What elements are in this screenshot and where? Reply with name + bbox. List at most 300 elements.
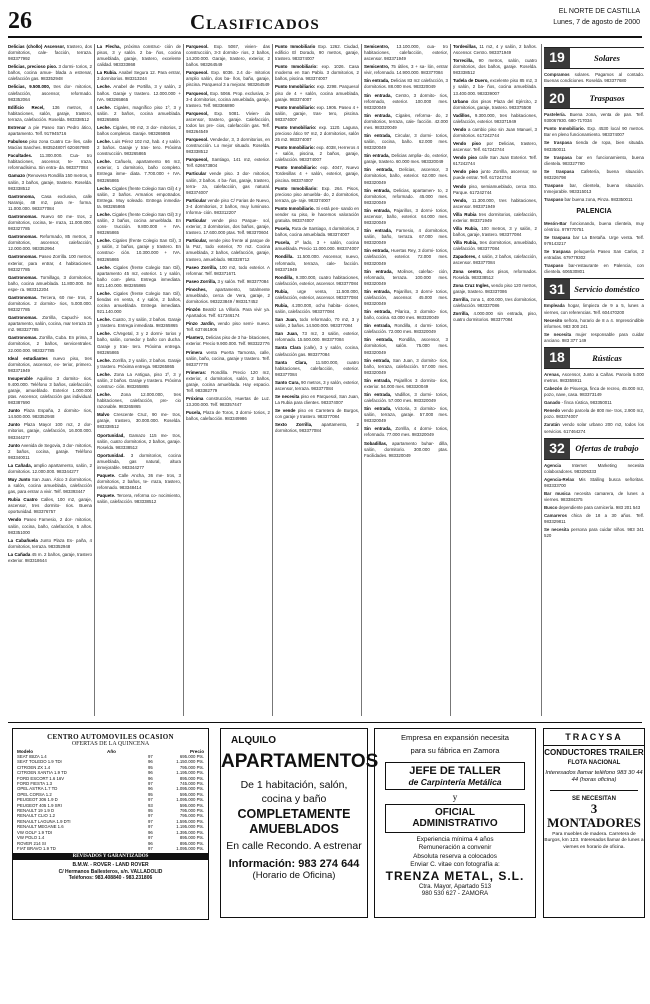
entry-heading: Leche. (97, 357, 111, 363)
classified-entry (544, 126, 644, 138)
car-model: VW GOLF 1.9 TDI (17, 829, 53, 835)
entry-heading: Leche. (97, 264, 111, 270)
entry-heading: Tudela de Duero, (453, 78, 489, 84)
entry-text: Junto Plaza Es- paña, 4 dormitorios, terraza. 983352948 (8, 537, 92, 549)
entry-text: Zona 12.000.000, tres habitaciones, calefacción, pre- cio razonable. 983265865 (97, 392, 181, 410)
car-year: 97 (148, 754, 153, 759)
entry-text: vendo piso 120 metros, garaje, trastero. 983337086 (453, 282, 537, 294)
apt-ad-headline: APARTAMENTOS (221, 751, 379, 772)
entry-text: Tercera, 60 me- tros, 2 dormitorios. 2 dormito- rios, 5.000.000. 983327785 (8, 294, 92, 313)
classified-entry (364, 133, 448, 151)
entry-text: 13.100.000, cua- tro habitaciones, calefacción, exterior, ascensor. 983371949 (364, 44, 448, 62)
classified-entry (8, 356, 92, 374)
entry-heading: Necesito (544, 317, 563, 323)
classified-entry (544, 463, 644, 475)
classified-entry (275, 254, 359, 272)
entry-text: Exp. 5067, vivien- das construcción, 3-3 dormito- rios, 2 baños, 14.200.000. Garaje, trastero, exterior, 2 baños. 983264549 (186, 44, 270, 68)
classified-entry (97, 212, 181, 236)
entry-heading: Sin entrada, (364, 78, 390, 84)
classified-entry (8, 44, 92, 62)
classified-entry (8, 214, 92, 232)
car-model: RENAULT CLIO 1.2 (17, 813, 56, 819)
classified-entry (97, 84, 181, 102)
classified-entry (275, 226, 359, 238)
entry-heading: Primeras: (186, 369, 207, 375)
entry-text: Pajarillos 3 dormito- rios, exterior. 54.000 mes. 983320049 (364, 377, 448, 389)
entry-text: Plaza de Toros, 3 dormi- torios, 2 baños, calefacción. 983349986 (186, 410, 270, 422)
entry-text: construcción, Huertas de Luz. 13.200.000. Telf. 983357447 (186, 396, 270, 408)
entry-heading: Parquesol, (186, 110, 209, 116)
column-divider (272, 44, 273, 716)
trac-ad-brand: TRACYSA (544, 729, 644, 746)
classified-column (186, 44, 270, 716)
entry-text: exp. 2298. Parquesol piso de 4 + salón, cocina amueblada, garaje. 983374007 (275, 84, 359, 102)
classified-entry (8, 84, 92, 102)
classified-entry (453, 44, 537, 56)
entry-text: bar, clientela, buena situación. Inmejorable. 983315013 (544, 182, 644, 195)
entry-text: Cigales, magnífico piso 1º, 3 y salón. 2 baños, cocina amueblada. 983265865 (97, 104, 181, 122)
entry-heading: Junto (8, 422, 20, 428)
entry-text: Victoria, 3 dormito- rios, salón, terraza, garaje. 57.000 mes. 983320049 (364, 406, 448, 424)
entry-text: 11 m2, 4 y salón, 2 baños. Ascensor. Centro. 983371949 (453, 44, 537, 56)
entry-text: piso en Parquesol, San Juan, La Rubia para clientes. 983374007 (275, 393, 359, 406)
classified-entry (544, 477, 644, 489)
entry-heading: Rubia, (275, 288, 289, 294)
car-ad-subtitle: OFERTAS DE LA QUINCENA (71, 741, 150, 747)
entry-heading: Se necesita (544, 527, 569, 533)
entry-text: Delicias amplia- do, exterior, garaje, trastero. 60.000 mes. 983320049 (364, 153, 448, 165)
entry-text: 45 m. 2 baños, garaje, trastero exterior. 983318644 (8, 551, 92, 563)
entry-text: 11.500.000. Ascensor, nuevo, reformado, terraza, cale- facción. 983371949 (275, 254, 359, 272)
entry-text: 9.300.000, cuatro habitaciones, calefacción, exterior, ascensor. 983377084 (275, 274, 359, 286)
entry-text: Delicias, apartamen- to, 2 dormitorios, reformado. 45.000 mes. 983320049 (364, 187, 448, 205)
classified-entry (364, 64, 448, 76)
entry-text: dependiente para carnicería. 983 201 543 (558, 505, 641, 511)
car-price: 1.095.000 Pts. (176, 797, 204, 803)
entry-text: bar-restaurante en Palencia, con clientela. 606530801 (544, 263, 644, 275)
car-model: FIAT BRAVO 1.9 TD (17, 845, 56, 851)
job-ad-pos1-sub: de Carpintería Metálica (408, 776, 502, 787)
classified-entry (97, 412, 181, 430)
car-model: VW POLO 1.4 (17, 835, 45, 841)
entry-text: (Renovera Rondilla 150 metros, 5 salón, 3 baños, garaje, trastero. Roselda. 983338512 (8, 173, 92, 191)
car-year: 97 (148, 835, 153, 841)
classified-entry (186, 218, 270, 236)
entry-heading: Leche. (97, 159, 111, 165)
classified-entry (364, 153, 448, 165)
classified-entry (544, 422, 644, 434)
entry-text: hogar, limpieza de 9 a 5, lunes a viernes, con referencias. Telf. 604470200 (544, 303, 644, 315)
entry-heading: Particular (186, 171, 207, 177)
entry-text: Cañuelo, apartamento 66 m2, exterior, 1 dormitorio, baño completo. Entrega inme- diata. 7.700.000 + IVA. 983265865 (97, 159, 181, 183)
issue-date: Lunes, 7 de agosto de 2000 (553, 19, 640, 27)
entry-heading: La Cabañuela (8, 537, 38, 543)
car-ad-title: CENTRO AUTOMOVILES OCASION (47, 733, 174, 741)
column-divider (450, 44, 451, 716)
entry-text: Buena zona, venta de pan. Telf. 930067930. 680-717034 (544, 112, 644, 124)
classified-entry (97, 139, 181, 157)
classified-entry (453, 127, 537, 139)
entry-heading: Ideal estudiantes (8, 355, 48, 361)
entry-text: 11.300.000. Cua- tro habitaciones, ascensor, te- rraza, reformadísimo. Sin entra- da. 983377084 (8, 153, 92, 171)
entry-heading: Leche. (97, 290, 111, 296)
entry-text: 90 metros, 3 y salón, exterior, ascensor, terraza. 983377084 (275, 379, 359, 391)
classified-entry (186, 157, 270, 169)
entry-text: Delicias, ascensor, 3 dormitorios, baño, exterior. 62.000 mes. 983320049 (364, 167, 448, 185)
classified-entry (544, 505, 644, 511)
entry-text: bar en funcionamiento, buena clientela. 983327780 (544, 154, 644, 166)
entry-heading: Se vende (275, 408, 296, 414)
entry-heading: Sin entrada, (364, 377, 391, 383)
classified-entry (453, 58, 537, 76)
entry-text: Vadillos, 3 dormi- torios, calefacción. 57.000 mes. 983320049 (364, 391, 448, 404)
tracysa-ad (543, 728, 645, 918)
classified-entry (275, 289, 359, 301)
entry-heading: Parquesol. (186, 44, 209, 49)
entry-text: Cafetería, buena situación. 983226798 (544, 168, 644, 180)
classified-entry (453, 254, 537, 266)
entry-text: Cigales (frente Colegio San Gil) 4 y salón, 2 baños. Armarios empotrados. Entrega. Muy soleado. Entrega inmedia- ta. 983265865 (97, 185, 181, 209)
entry-text: próxima construc- ción de pisos, 3 y salón. 2 ba- ños, cocina amueblada, garaje, trastero, excelente calidad. 983333868 (97, 44, 181, 68)
entry-heading: Rubia, (275, 302, 289, 308)
car-model: PEUGEOT 405 1.9 SRI (17, 802, 62, 808)
car-year: 97 (148, 824, 153, 830)
entry-text: Cigales (frente Colegio San Gil) 3 y salón, 2 baños, cocina amueblada. En cons- trucción. 9.800.000 + IVA. 983265865 (97, 211, 181, 236)
entry-text: Reformado, 85 metros, 3 dormitorios, ascensor, calefacción, 12.000.000. 983352964 (8, 234, 92, 252)
classified-entry (275, 125, 359, 143)
entry-heading: Villa Rubia, (453, 226, 479, 232)
classified-entry (8, 497, 92, 515)
masthead (553, 6, 640, 28)
classified-entry (544, 408, 644, 420)
entry-heading: San Juan, (275, 317, 298, 323)
entry-heading: Gastronomas. (8, 274, 38, 280)
classified-entry (544, 491, 644, 503)
entry-heading: Sexto Zorrilla, (275, 422, 313, 428)
entry-heading: Sin entrada, (364, 323, 392, 329)
entry-heading: Zona centro, (453, 268, 483, 274)
entry-text: Anabel de Portilla, 3 y salón, 2 baños. Garaje y trastero. 12.000.000 + IVA. 983265865 (97, 84, 181, 102)
entry-heading: Paquete. (97, 473, 116, 478)
classified-entry (97, 473, 181, 491)
classified-entry (186, 287, 270, 305)
category-header (544, 278, 644, 300)
classified-entry (453, 297, 537, 309)
car-price: 895.000 Pts. (179, 835, 204, 841)
classified-entry (275, 145, 359, 163)
entry-text: Tercera, reforma co- nocimiento, salón, calefacción. 983338512 (97, 493, 181, 505)
entry-heading: Punto Inmobiliario: (275, 104, 316, 110)
entry-heading: Zapadores, (453, 254, 477, 260)
job-ad-pos2-1: OFICIAL (435, 806, 475, 818)
car-model: CITROEN XANTIA 1.9 TD (17, 770, 67, 776)
classified-entry (8, 153, 92, 171)
entry-heading: Rondilla, (275, 274, 294, 280)
apt-ad-line4: AMUEBLADOS (249, 821, 339, 836)
car-price: 595.000 Pts. (179, 791, 204, 797)
entry-heading: Santa Clara, (275, 359, 308, 365)
classified-entry (544, 318, 644, 330)
car-ad-band: REVISADOS Y GARANTIZADOS (13, 853, 208, 860)
entry-text: nuevo piso, tres dormitorios, ascensor, ex- terior, primero. 983371949 (8, 355, 92, 373)
entry-text: Exp. 5066. Prop. exclusiva, 2-3-4 dormitorios, cocina amueblada, garaje, trastero. Telf. 983366890 (186, 90, 270, 108)
classified-entry (8, 463, 92, 475)
classified-entry (544, 513, 644, 525)
category-label: Servicio doméstico (574, 284, 640, 295)
classified-entry (364, 441, 448, 459)
entry-heading: La Flecha, (97, 44, 121, 49)
trac-ad-need2-label: SE NECESITAN (572, 795, 616, 802)
entry-text: tres dor- mitorios, calefacción, ascensor, reformado. 983352064 (8, 84, 92, 102)
entry-heading: Gastronomas. (8, 335, 38, 341)
classified-entry (364, 323, 448, 335)
classified-entry (186, 265, 270, 277)
classified-entry (97, 317, 181, 329)
car-price: 745.000 Pts. (179, 781, 204, 787)
entry-text: calle San Juan Exterior. Telf. 617242744 (453, 155, 537, 167)
classified-entry (453, 311, 537, 323)
car-model: RENAULT LAGUNA 1.9 DTI (17, 818, 71, 824)
entry-heading: Leche. (97, 392, 111, 398)
car-price: 1.095.000 Pts. (176, 786, 204, 792)
classified-entry (544, 221, 644, 233)
classified-entry (8, 335, 92, 353)
job-ad-intro-2: para su fábrica en Zamora (410, 746, 500, 756)
classified-entry (364, 113, 448, 131)
job-ad-req-3: Absoluta reserva a colocados (413, 852, 497, 860)
classified-entry (186, 370, 270, 394)
trac-ad-small: Para muebles de madera. Carretera de Burgos, km 123. Interesados llamar de lunes a viernes en horario de oficina. (544, 832, 644, 850)
entry-heading: Pucela, (275, 226, 291, 232)
category-number: 20 (544, 88, 570, 108)
entry-heading: Vendo (453, 126, 467, 132)
classified-entry (8, 295, 92, 313)
classified-entry (8, 315, 92, 333)
entry-heading: Santa Clara (275, 345, 301, 351)
entry-heading: Cabezón (544, 386, 563, 392)
classified-entry (544, 235, 644, 247)
classified-entry (186, 350, 270, 368)
entry-heading: Sin entrada, (364, 133, 392, 139)
entry-text: Rondilla, ascensor, 3 dormitorios, salón. 75.000 mes. 983320049 (364, 337, 448, 355)
entry-heading: Punto Inmobiliario. (275, 205, 315, 211)
classified-entry (453, 99, 537, 111)
car-ad-address: C/ Hermanos Ballesteros, s/n. VALLADOLID (58, 868, 163, 875)
entry-text: 3 dormi- torios, 2 baños, cocina amue- blada a estrenar, calefacción gas. 983352948 (8, 64, 92, 82)
entry-text: Exp. 5081. Vivien- da ascensor, trastero, garaje. Calefacción, todos los pre- cios, calefacción gas. Telf. 983264549 (186, 110, 270, 135)
classified-entry (453, 226, 537, 238)
car-year: 97 (148, 781, 153, 787)
entry-text: 4.000.000 sin entrada, piso, cuatro dormitorios. 983377084 (453, 310, 537, 323)
classified-entry (275, 303, 359, 315)
job-ad-req-1: Experiencia mínima 4 años (416, 835, 494, 843)
entry-heading: Villa Rubia (453, 211, 477, 217)
entry-heading: Paquete. (97, 493, 116, 499)
trac-ad-interest: Interesados llamar teléfono 983 30 44 44 (horas oficina) (545, 769, 643, 784)
apt-ad-line5: En calle Recondo. A estrenar (226, 839, 362, 852)
entry-text: Exp. 1262. Ciudad, edificio El Dorado, 90 metros, garaje, trastero. 983374007 (275, 44, 359, 62)
classified-entry (186, 91, 270, 109)
entry-text: tres dormitorios, calefacción, exterior. 983371949 (453, 211, 537, 223)
entry-text: 73 m2, 3 salón, exterior, reformado. 15.500.000. 983377084 (275, 331, 359, 343)
entry-text: Rondilla, 4 dormi- torios, calefacción. 72.000 mes. 983320049 (364, 323, 448, 335)
entry-heading: Sin entrada, (364, 268, 393, 274)
column-divider (361, 44, 362, 716)
entry-heading: Paseo Zorrilla, (186, 278, 217, 284)
classified-entry (8, 234, 92, 252)
classified-entry (275, 44, 359, 62)
category-number: 18 (544, 348, 570, 368)
entry-text: Plaza Mayor 100 m2, 2 dor- mitorios, garaje, calefacción, 16.000.000. 983344277 (8, 422, 92, 440)
entry-text: Tornillago, 3 dormitorios, baño, cocina amueblada. 11.800.000. Se espe- ra. 983312204 (8, 274, 92, 292)
classified-entry (186, 44, 270, 68)
entry-text: dos pisos, reformados. Roselda. 983338512 (453, 268, 537, 280)
entry-text: peluquería Paseo San Carlos, 2 entradas. 679779302 (544, 249, 644, 261)
entry-heading: Paseo Zorrilla, (186, 264, 218, 270)
entry-heading: Fabuloso (8, 139, 28, 145)
classified-entry (364, 309, 448, 321)
car-year: 96 (148, 829, 153, 835)
classified-entry (453, 283, 537, 295)
classified-column (364, 44, 448, 716)
entry-heading: Punto Inmobiliario: (275, 185, 318, 191)
entry-heading: Vendo (8, 517, 22, 523)
classified-entry (364, 93, 448, 111)
entry-heading: Sobadillas, (364, 440, 388, 446)
classified-entry (275, 380, 359, 392)
entry-text: Gamazo 115 me- tros, salón, cuatro dormitorios, 2 baños, garaje. Roselda. 983338512 (97, 432, 181, 450)
entry-text: Si está pen- sando en vender su piso, le hacemos valoración gratuita. 983374007 (275, 205, 359, 224)
entry-heading: Oportunidad. (97, 452, 125, 458)
entry-heading: Facultades. (8, 153, 33, 159)
entry-text: Exp. 6036. 2.4 do- mitorios amplio salón, dos ba- ños, baño, garaje, piscina. Parquesol 3 a mejorar. 983264549 (186, 70, 270, 88)
classified-entry (544, 249, 644, 261)
entry-heading: Bar musica (544, 490, 571, 496)
entry-heading: Se traspasa (544, 154, 572, 160)
classified-entry (453, 78, 537, 96)
entry-heading: Punto Inmobiliario: (275, 84, 316, 90)
entry-heading: Rubia Cuatro (8, 497, 38, 503)
entry-text: dos pisos Plaza del Ejército, 2 dormitorios, garaje, trastero. 983375508 (453, 98, 537, 110)
entry-text: Rondilla. Precio 120 m2, exterior, 4 dormitorios, salón, 2 baños, garaje, cocina amueblada. Hay espacio. Telf. 983382779 (186, 369, 270, 393)
entry-heading: Leche. (97, 331, 111, 337)
classified-entry (8, 275, 92, 293)
classified-entry (8, 538, 92, 550)
entry-heading: Se traspasa (544, 249, 571, 255)
car-price: 795.000 Pts. (179, 808, 204, 814)
entry-text: exp. 4038, Herreros 4 + salón, piscina, 2 baños, garaje, calefacción. 983374007 (275, 145, 359, 163)
entry-text: chica de 18 a 30 años. Telf. 983329811 (544, 513, 644, 525)
classified-entry (275, 422, 359, 434)
classified-entry (97, 265, 181, 289)
entry-text: Vendedor, 3, 3 dormitorios, en construcción. Lo mejor situado. Roselda. 983338512 (186, 137, 270, 155)
apartment-ad (220, 728, 379, 918)
entry-heading: Zaratán (544, 422, 560, 428)
entry-heading: Punto Inmobiliario. (544, 126, 585, 132)
entry-heading: Traspaso (544, 197, 564, 203)
classified-entry (97, 105, 181, 123)
classified-entry (97, 186, 181, 210)
entry-text: 4 salón, 2 baños, calefacción, ascensor. 983377084 (453, 254, 537, 266)
classified-entry (186, 198, 270, 216)
entry-heading: Tordesillas, (453, 44, 478, 49)
entry-text: apartamento, totalmente amueblado, cerca de Vera, garaje, 2 dormitorios. 983223849 / 983317452 (186, 286, 270, 304)
classified-entry (364, 426, 448, 438)
entry-text: 100 m2, todo exterior. A reformar. Telf. 983371671 (186, 264, 270, 276)
car-model: OPEL CORSA 1.2 (17, 791, 52, 797)
classified-entry (97, 159, 181, 183)
classified-column (453, 44, 537, 716)
entry-text: urge venta, 11.500.000, calefacción, exterior, ascensor. 983377084 (275, 288, 359, 300)
entry-text: vende piso C/ Farias de Nuevo, 3-4 dormitorios, 2 baños, muy luminoso. Informa- ción. 983312207 (186, 197, 270, 215)
car-model: SEAT TOLEDO 1.9 TDI (17, 759, 62, 765)
entry-text: C/Vegetal, 3 y 2 dormi- torios y baño, salón, comedor y baño con ducha. Garaje y tras- tero. Próxima entrega. 983265865 (97, 331, 181, 355)
entry-heading: Pinzo Jardín, (186, 321, 215, 327)
trac-ad-separator (550, 790, 638, 791)
classified-entry (275, 317, 359, 329)
classified-entry (275, 165, 359, 183)
entry-heading: Vendo piso (453, 155, 478, 161)
car-year: 96 (148, 770, 153, 776)
classified-entry (186, 307, 270, 319)
entry-heading: Se necesita (275, 393, 300, 399)
entry-heading: Zorrilla, (453, 296, 470, 302)
entry-text: necesita camarera, de lunes a viernes. 983384375 (544, 490, 644, 503)
entry-heading: San Juan, (275, 331, 299, 337)
entry-text: Zorrilla, Cuba. En prima, 3 dormitorios, 2 baños, servicentrales. 22.000.000. 983327785 (8, 335, 92, 353)
entry-heading: Busco (544, 505, 558, 511)
entry-heading: Villa Rubia, (453, 240, 478, 246)
car-year: 96 (148, 840, 153, 846)
entry-text: apartamento, 2 dormitorios, 983377084 (275, 422, 359, 434)
classified-entry (8, 552, 92, 564)
entry-heading: Punto Inmobiliario (275, 44, 316, 49)
classified-entry (453, 269, 537, 281)
entry-heading: Sin entrada, (364, 357, 391, 363)
classified-entry (97, 291, 181, 315)
entry-heading: Sin entrada, (364, 337, 394, 343)
category-label: Ofertas de trabajo (575, 443, 639, 454)
entry-heading: Leche. (97, 317, 111, 323)
entry-heading: Torrecilla, (453, 58, 474, 64)
entry-text: Pajarillos, 3 dormi- torios, calefacción, ascensor. 45.000 mes. 983320049 (364, 288, 448, 306)
car-model: FORD ESCORT 1.6 16V (17, 775, 65, 781)
entry-text: Beatriz La Villoria. Para vivir ya. Apartados. Telf. 617346174 (186, 307, 270, 319)
classified-entry (186, 238, 270, 262)
entry-text: vende piso. 3 dor- mitorios, salón, 2 baños. 4 ba- ños, garaje, trastero, terra- za, calefacción, gas natural. 983374007 (186, 171, 270, 195)
car-price: 1.395.000 Pts. (176, 829, 204, 835)
car-price: 1.195.000 Pts. (176, 770, 204, 776)
entry-heading: Vadillos, (453, 112, 471, 118)
car-price: 795.000 Pts. (179, 764, 204, 770)
classified-entry (186, 70, 270, 88)
apt-ad-line2: cocina y baño (261, 792, 327, 805)
job-ad-requirements (375, 836, 535, 869)
entry-heading: Delicias, precioso piso. (8, 64, 58, 70)
category-label: Traspasos (589, 92, 625, 103)
entry-text: Ruta de Santiago, 4 dormitorios, 2 baños, cocina amueblada. 983374007 (275, 226, 359, 238)
classified-entry (364, 406, 448, 424)
entry-heading: Gastronomas. (8, 254, 38, 260)
entry-text: Plaza España, 2 dormito- rios, 14.500.000. 983352948 (8, 408, 92, 420)
classified-entry (186, 279, 270, 285)
entry-heading: Sin entrada, (364, 187, 391, 193)
page-number: 26 (8, 8, 32, 34)
entry-heading: Primera (186, 349, 203, 355)
entry-text: solares. Pagamos al contado. Buenas condiciones. Roselda. 983377680 (544, 72, 644, 84)
category-header (544, 347, 644, 369)
entry-text: 100 metros, 3 y salón, 2 baños, garaje, trastero. 983377084 (453, 226, 537, 238)
